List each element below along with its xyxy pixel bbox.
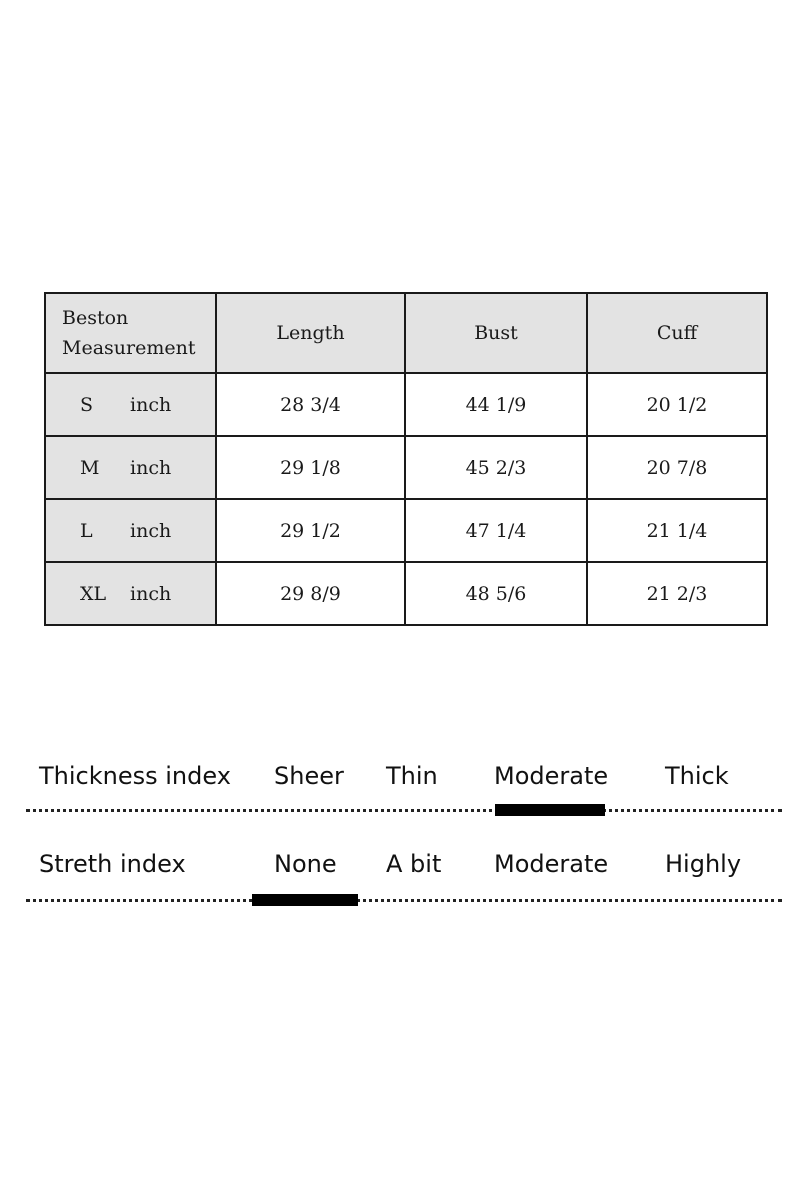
stretch-option-moderate: Moderate [494,850,609,878]
size-chart-table [44,292,768,626]
thickness-option-thin: Thin [386,762,438,790]
corner-header [45,293,216,373]
bust-cell: 47 1/4 [405,499,587,562]
size-cell [45,373,216,436]
cuff-cell: 21 1/4 [587,499,767,562]
thickness-option-sheer: Sheer [274,762,344,790]
cuff-cell: 20 7/8 [587,436,767,499]
stretch-option-none: None [274,850,337,878]
thickness-index-title: Thickness index [39,762,231,790]
bust-cell: 44 1/9 [405,373,587,436]
unit-label: inch [130,393,172,416]
column-header-bust: Bust [405,293,587,373]
length-cell: 29 1/8 [216,436,405,499]
column-header-cuff: Cuff [587,293,767,373]
bust-cell: 48 5/6 [405,562,587,625]
thickness-option-thick: Thick [665,762,729,790]
thickness-level-indicator [495,804,605,816]
corner-header-line2: Measurement [62,337,196,359]
table-row [45,499,767,562]
corner-header-line1: Beston [62,307,129,329]
stretch-dotted-line [26,899,782,902]
size-label: L [80,519,93,542]
unit-label: inch [130,456,172,479]
thickness-index-scale [0,762,800,822]
size-cell [45,499,216,562]
length-cell: 28 3/4 [216,373,405,436]
unit-label: inch [130,582,172,605]
size-label: M [80,456,100,479]
stretch-index-title: Streth index [39,850,186,878]
table-row [45,373,767,436]
table-row [45,436,767,499]
thickness-option-moderate: Moderate [494,762,609,790]
column-header-length: Length [216,293,405,373]
size-cell [45,436,216,499]
stretch-option-a-bit: A bit [386,850,442,878]
length-cell: 29 8/9 [216,562,405,625]
bust-cell: 45 2/3 [405,436,587,499]
size-label: XL [80,582,107,605]
stretch-option-highly: Highly [665,850,742,878]
table-header-row [45,293,767,373]
table-row [45,562,767,625]
thickness-dotted-line [26,809,782,812]
cuff-cell: 21 2/3 [587,562,767,625]
unit-label: inch [130,519,172,542]
size-cell [45,562,216,625]
length-cell: 29 1/2 [216,499,405,562]
size-label: S [80,393,94,416]
cuff-cell: 20 1/2 [587,373,767,436]
stretch-level-indicator [252,894,358,906]
